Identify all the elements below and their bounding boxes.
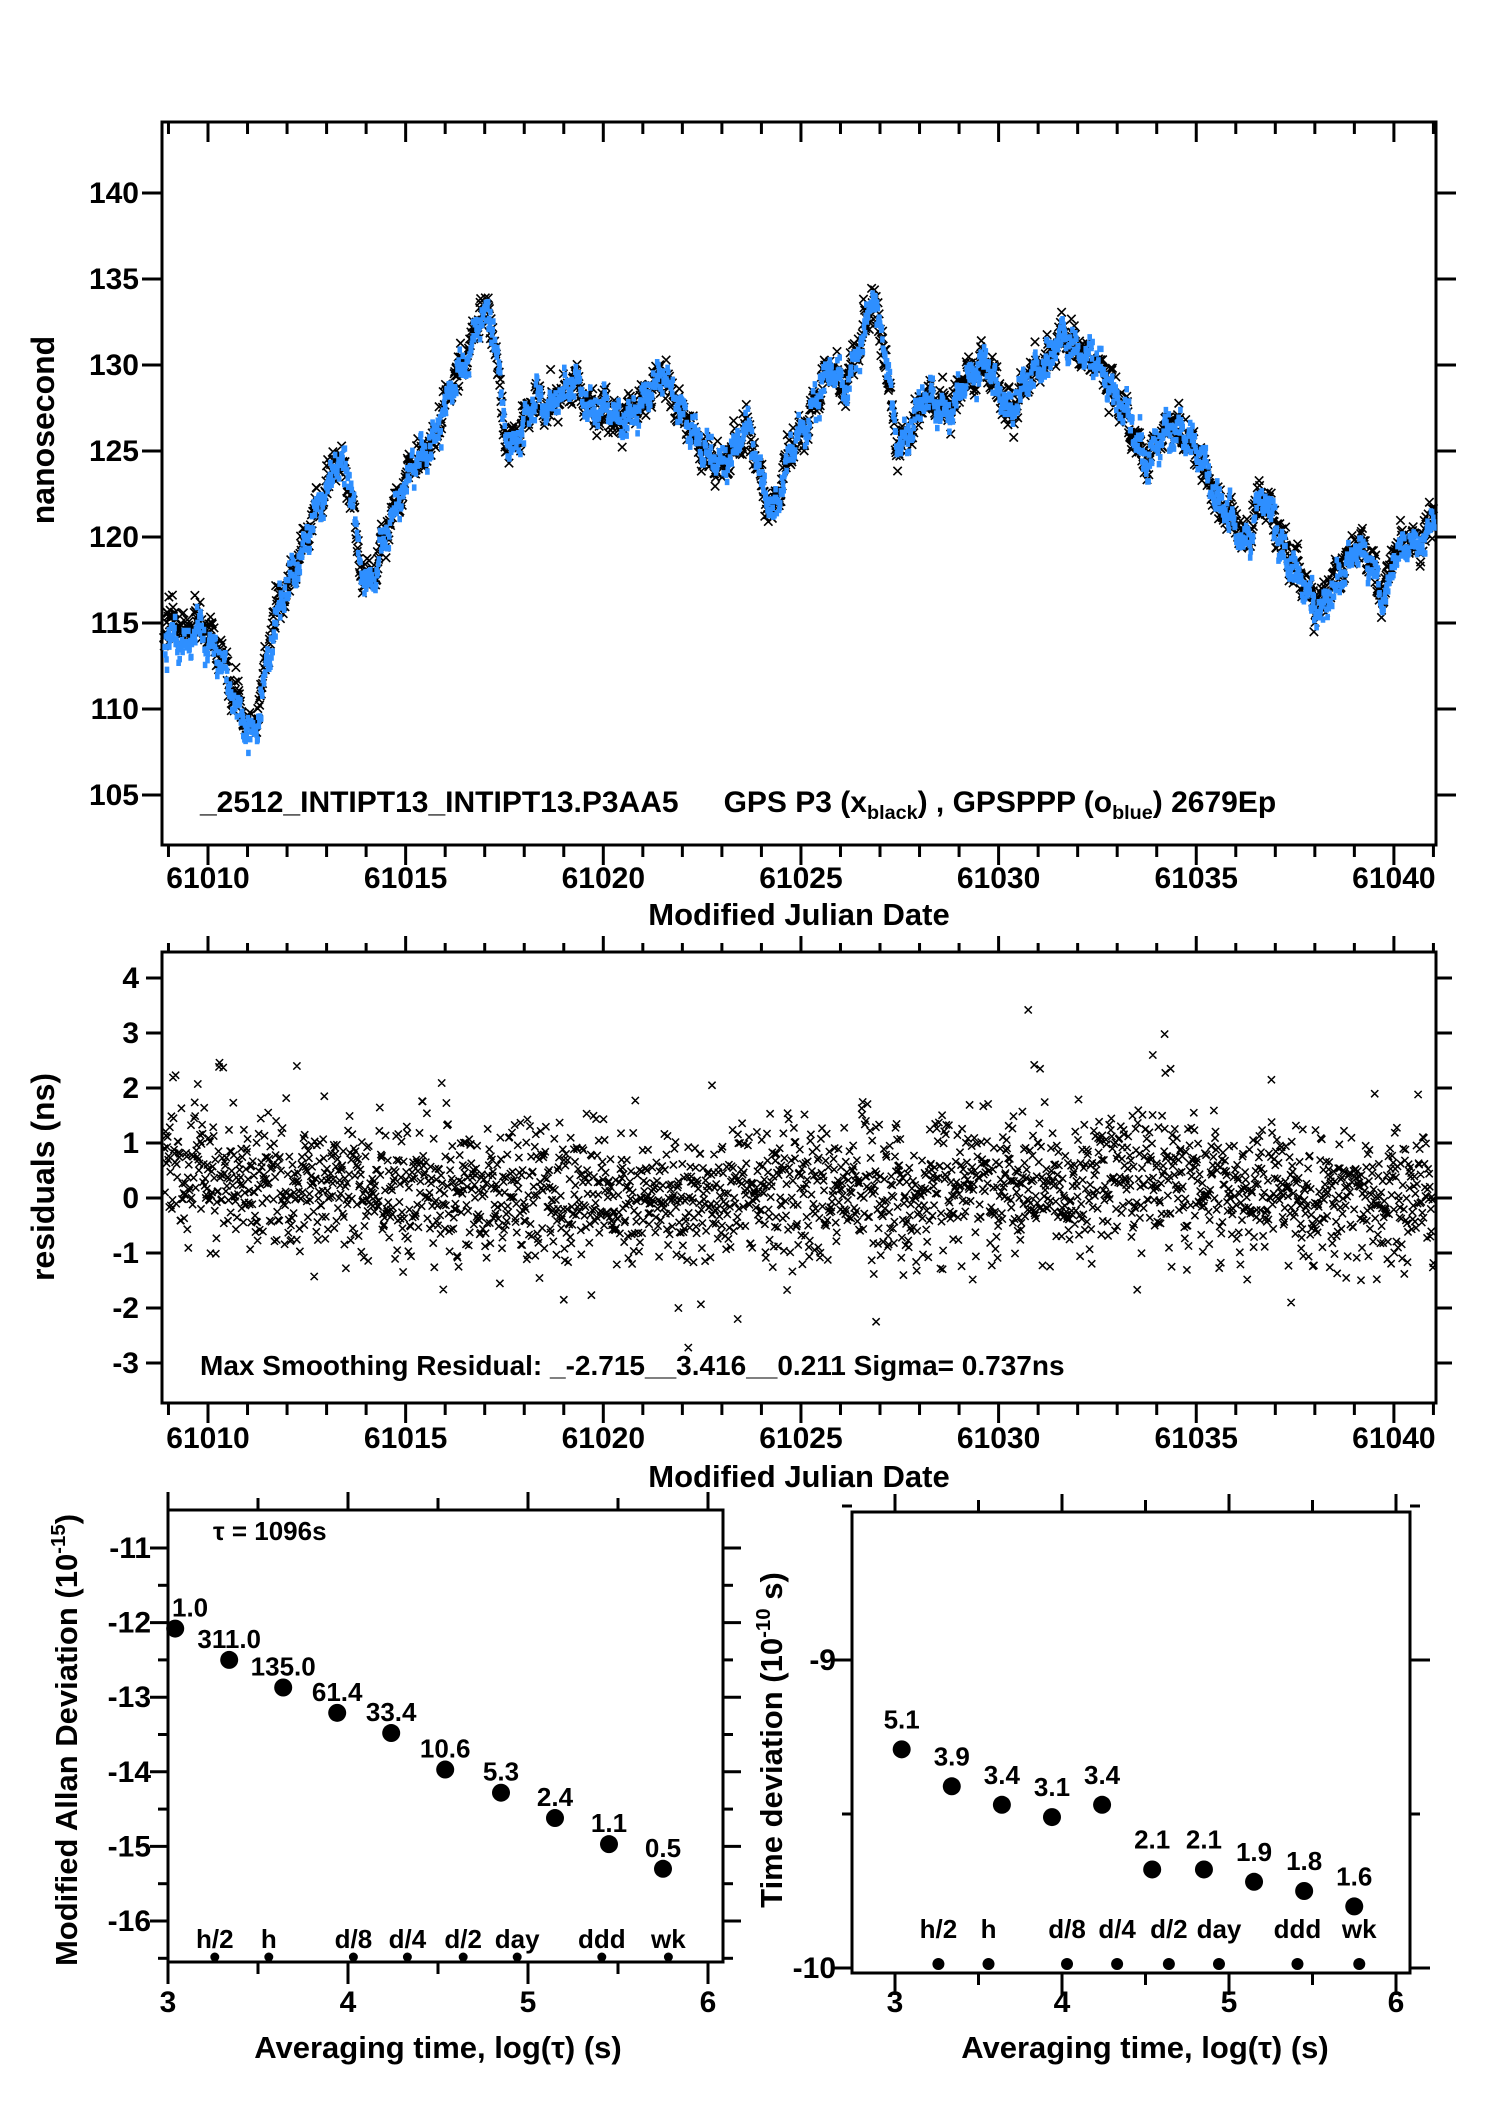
x-tick-label: 61020 (561, 862, 646, 895)
y-tick-label: -15 (107, 1830, 151, 1864)
y-tick-label: -14 (107, 1755, 151, 1789)
tdev-point-value-label: 3.1 (1033, 1772, 1071, 1803)
period-marker-label: h (980, 1914, 997, 1944)
y-tick-label: -16 (107, 1905, 151, 1938)
tdev-y-axis-title: Time deviation ($10^{-10}$ s) (752, 1572, 789, 1908)
tdev-point-value-label: 2.1 (1134, 1824, 1171, 1855)
period-marker-dot (932, 1958, 944, 1970)
tdev-point-value-label: 1.8 (1286, 1846, 1323, 1876)
y-tick-label: 1 (122, 1127, 139, 1160)
residuals-annotation: Max Smoothing Residual: _-2.715__3.416__0.211 Sigma= 0.737ns (200, 1350, 1065, 1381)
top-x-axis-title: Modified Julian Date (648, 897, 950, 932)
mdev-point-value-label: 2.4 (536, 1782, 574, 1813)
mdev-point-value-label: 135.0 (250, 1651, 316, 1682)
x-tick-label: 61030 (956, 1422, 1041, 1455)
period-marker-label: ddd (1273, 1914, 1322, 1944)
x-tick-label: 61040 (1352, 862, 1436, 895)
subscript: black (866, 802, 918, 824)
x-tick-label: 5 (1220, 1986, 1238, 2019)
period-marker-label: h (260, 1924, 277, 1954)
y-tick-label: -3 (112, 1347, 139, 1380)
x-tick-label: 4 (1053, 1986, 1071, 2019)
period-marker-dot (1291, 1958, 1303, 1970)
period-marker-label: d/2 (1150, 1914, 1188, 1944)
tdev-point-value-label: 5.1 (883, 1704, 920, 1735)
x-tick-label: 3 (159, 1986, 177, 2019)
x-tick-label: 61040 (1352, 1422, 1436, 1455)
x-tick-label: 61015 (363, 862, 448, 895)
tdev-point (1043, 1808, 1061, 1826)
mdev-y-axis-title: Modified Allan Deviation $(10^{-15})$ (47, 1513, 84, 1967)
period-marker-label: d/4 (1098, 1914, 1136, 1944)
top-y-axis-title: nanosecond (25, 335, 61, 525)
period-marker-label: wk (1341, 1914, 1377, 1944)
period-marker-dot (1353, 1958, 1365, 1970)
y-tick-label: 115 (90, 607, 139, 640)
x-tick-label: 5 (519, 1986, 537, 2019)
x-tick-label: 61025 (759, 1422, 843, 1455)
tdev-point (993, 1796, 1011, 1814)
mdev-panel (47, 1492, 741, 2019)
y-tick-label: 135 (88, 263, 139, 296)
tdev-point-value-label: 3.9 (933, 1741, 970, 1772)
x-tick-label: 4 (339, 1986, 357, 2019)
x-tick-label: 61020 (561, 1422, 646, 1455)
period-marker-label: d/8 (1048, 1914, 1086, 1944)
mdev-x-axis-title: Averaging time, log(τ) (s) (254, 2030, 622, 2065)
superscript: -10 (752, 1608, 775, 1638)
residuals-y-axis-title: residuals (ns) (25, 1072, 61, 1282)
tdev-point-value-label: 2.1 (1185, 1824, 1223, 1855)
tdev-point (1345, 1897, 1363, 1915)
period-marker-dot (1111, 1958, 1123, 1970)
period-marker-dot (983, 1958, 995, 1970)
y-tick-label: 120 (88, 521, 139, 554)
period-marker-label: day (1196, 1914, 1242, 1944)
x-tick-label: 61035 (1154, 1422, 1238, 1455)
tdev-point-value-label: 1.6 (1336, 1861, 1373, 1892)
period-marker-dot (1163, 1958, 1175, 1970)
tdev-point-value-label: 3.4 (983, 1759, 1020, 1790)
mdev-point-value-label: 311.0 (197, 1623, 262, 1654)
subscript: blue (1112, 802, 1153, 824)
x-tick-label: 61010 (166, 1422, 250, 1455)
period-marker-dot (1061, 1958, 1073, 1970)
period-marker-label: wk (651, 1924, 686, 1954)
residuals-x-markers (161, 1006, 1437, 1351)
period-marker-label: h/2 (196, 1924, 234, 1954)
mdev-point-value-label: 33.4 (365, 1697, 417, 1728)
mdev-point-value-label: 61.4 (311, 1676, 363, 1707)
tdev-point-value-label: 1.9 (1235, 1836, 1273, 1867)
x-tick-label: 61010 (166, 862, 250, 895)
top-time-series-panel (89, 122, 1456, 895)
mdev-point-value-label: 5.3 (482, 1756, 520, 1787)
y-tick-label: 2 (122, 1072, 139, 1105)
mdev-point-value-label: 10.6 (419, 1733, 471, 1764)
x-tick-label: 61025 (759, 862, 843, 895)
y-tick-label: -10 (792, 1952, 836, 1985)
tdev-x-axis-title: Averaging time, log(τ) (s) (961, 2030, 1329, 2065)
y-tick-label: -12 (107, 1606, 151, 1640)
tdev-point (1245, 1873, 1263, 1891)
mdev-point-value-label: 1.0 (172, 1592, 209, 1623)
tdev-point (1195, 1860, 1213, 1878)
tdev-point-value-label: 3.4 (1084, 1759, 1121, 1790)
y-tick-label: -2 (112, 1292, 139, 1325)
top-panel-title: _2512_INTIPT13_INTIPT13.P3AA5 GPS P3 $(x_{black})$ , GPSPPP $(o_{blue})$ 2679Ep (200, 786, 1277, 824)
y-tick-label: -11 (109, 1532, 151, 1565)
y-tick-label: 130 (88, 349, 139, 382)
x-tick-label: 6 (1387, 1986, 1405, 2019)
mdev-point-value-label: 1.1 (590, 1808, 628, 1839)
tdev-point (1295, 1882, 1313, 1900)
superscript: -15 (47, 1524, 70, 1554)
y-tick-label: -13 (107, 1681, 151, 1715)
gpsppp-blue-markers (162, 290, 1436, 756)
x-tick-label: 3 (886, 1986, 904, 2019)
mdev-tau-annotation: τ = 1096s (213, 1516, 327, 1546)
y-tick-label: 140 (88, 177, 139, 210)
y-tick-label: 0 (122, 1182, 139, 1215)
y-tick-label: 110 (90, 693, 139, 726)
period-marker-dot (1213, 1958, 1225, 1970)
period-marker-label: ddd (577, 1924, 626, 1954)
period-marker-label: day (494, 1924, 540, 1954)
y-tick-label: -9 (809, 1644, 836, 1677)
x-tick-label: 6 (699, 1986, 717, 2019)
gps-p3-black-x-markers (160, 284, 1438, 739)
tdev-point (1093, 1796, 1111, 1814)
y-tick-label: 4 (122, 962, 139, 995)
y-tick-label: -1 (112, 1237, 139, 1270)
period-marker-label: h/2 (919, 1914, 958, 1944)
period-marker-label: d/8 (334, 1924, 373, 1954)
x-tick-label: 61030 (956, 862, 1041, 895)
mdev-point-value-label: 0.5 (644, 1832, 682, 1863)
period-marker-label: d/4 (388, 1924, 427, 1954)
tdev-point (893, 1740, 911, 1758)
tdev-point (943, 1777, 961, 1795)
period-marker-label: d/2 (444, 1924, 482, 1954)
tdev-panel (752, 1494, 1430, 2019)
y-tick-label: 125 (88, 435, 139, 468)
residuals-x-axis-title: Modified Julian Date (648, 1459, 950, 1494)
tdev-point (1143, 1860, 1161, 1878)
y-tick-label: 3 (122, 1017, 139, 1050)
x-tick-label: 61015 (363, 1422, 448, 1455)
x-tick-label: 61035 (1154, 862, 1238, 895)
y-tick-label: 105 (88, 779, 139, 812)
